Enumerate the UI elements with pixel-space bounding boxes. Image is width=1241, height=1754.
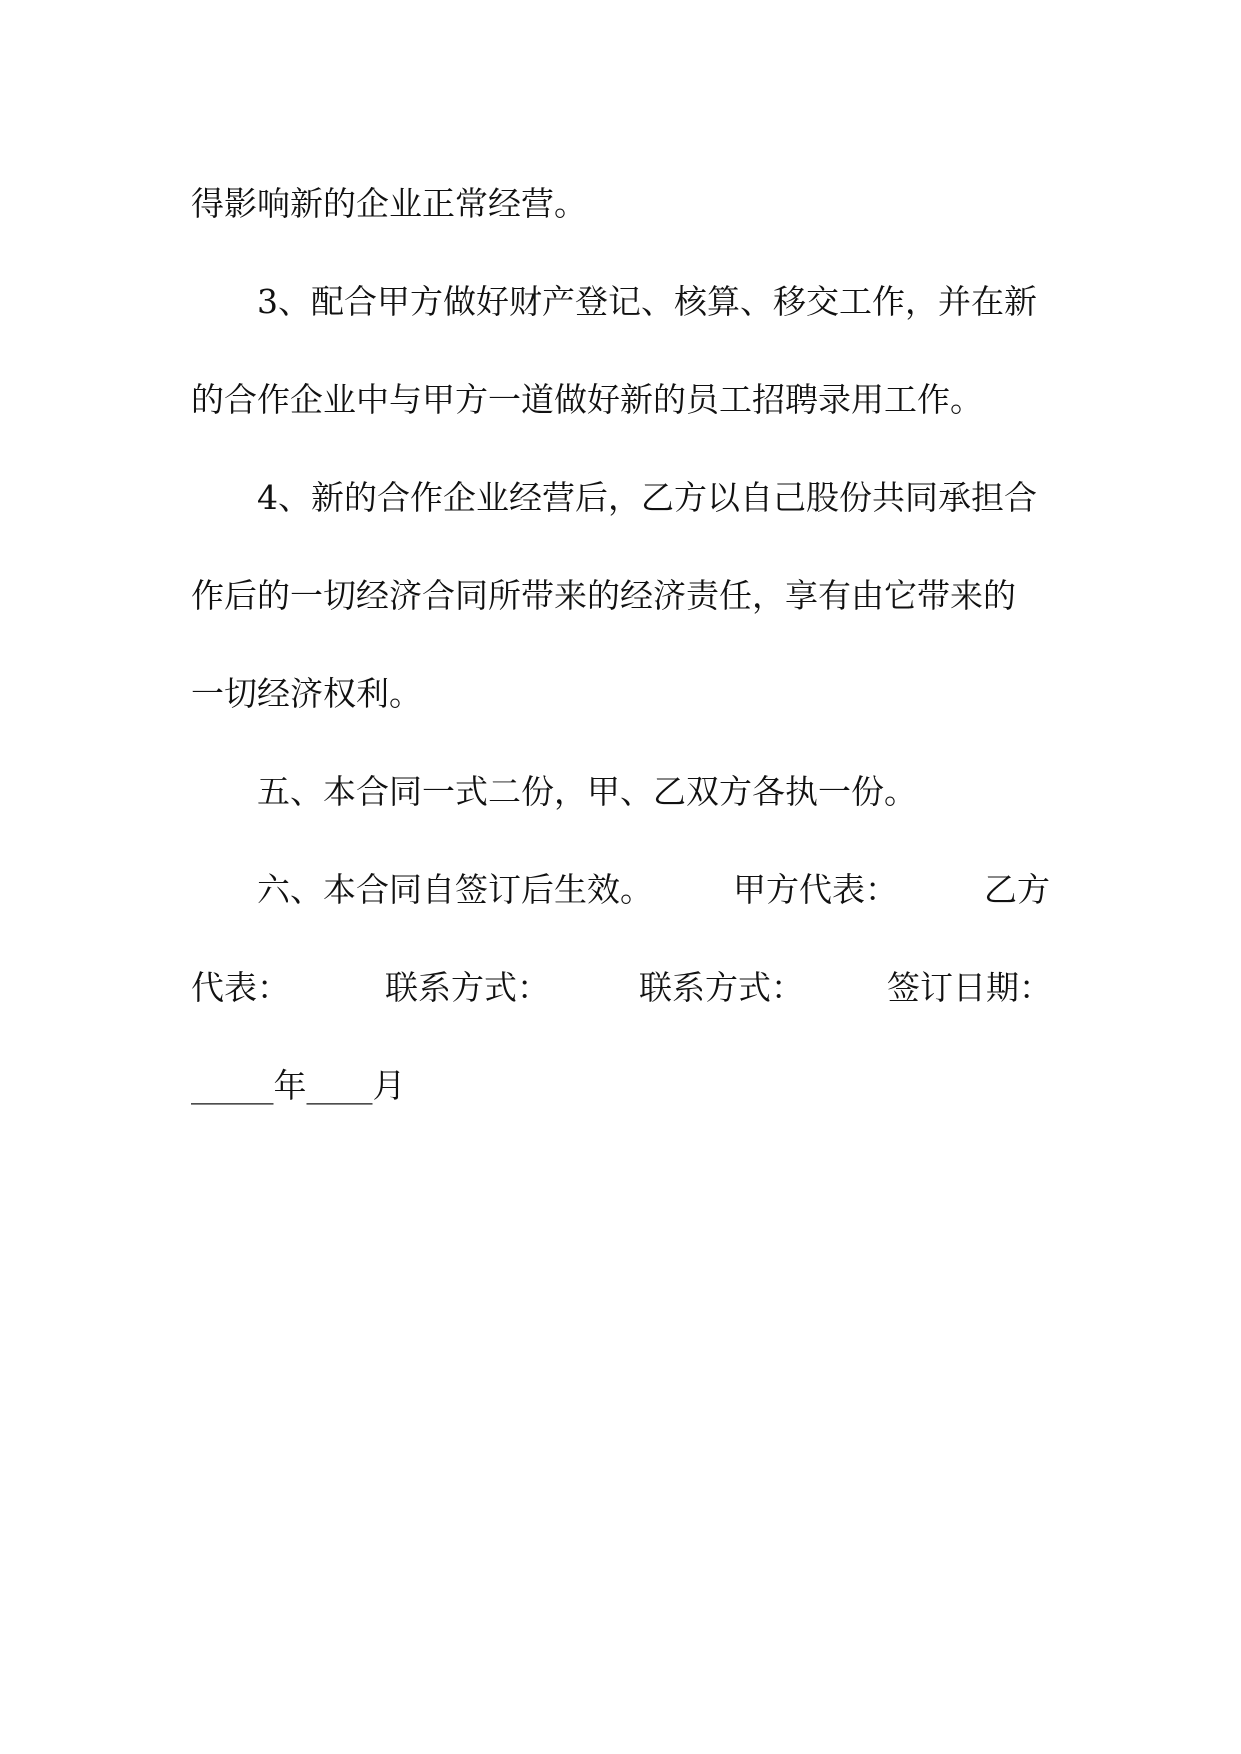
- paragraph-line: 得影响新的企业正常经营。: [191, 184, 587, 223]
- clause-6-text: 六、本合同自签订后生效。: [257, 870, 653, 909]
- date-blanks-line: _____年____月: [191, 1066, 406, 1105]
- clause-5: 五、本合同一式二份，甲、乙双方各执一份。: [257, 772, 917, 811]
- clause-6-line: [191, 841, 1051, 939]
- clause-3-line-1: 3、配合甲方做好财产登记、核算、移交工作，并在新: [257, 282, 1037, 321]
- party-a-contact-label: 联系方式：: [385, 968, 550, 1007]
- party-a-representative-label: 甲方代表：: [733, 870, 898, 909]
- sign-date-label: 签订日期：: [887, 968, 1052, 1007]
- party-b-representative-label-end: 代表：: [191, 968, 290, 1007]
- clause-4-line-3: 一切经济权利。: [191, 674, 422, 713]
- clause-4-line-1: 4、新的合作企业经营后，乙方以自己股份共同承担合: [257, 478, 1037, 517]
- clause-4-line-2: 作后的一切经济合同所带来的经济责任，享有由它带来的: [191, 576, 1016, 615]
- party-b-representative-label-start: 乙方: [984, 870, 1050, 909]
- document-body: [191, 155, 1051, 1135]
- clause-3-line-2: 的合作企业中与甲方一道做好新的员工招聘录用工作。: [191, 380, 983, 419]
- signature-fields-line: [191, 939, 1051, 1037]
- party-b-contact-label: 联系方式：: [639, 968, 804, 1007]
